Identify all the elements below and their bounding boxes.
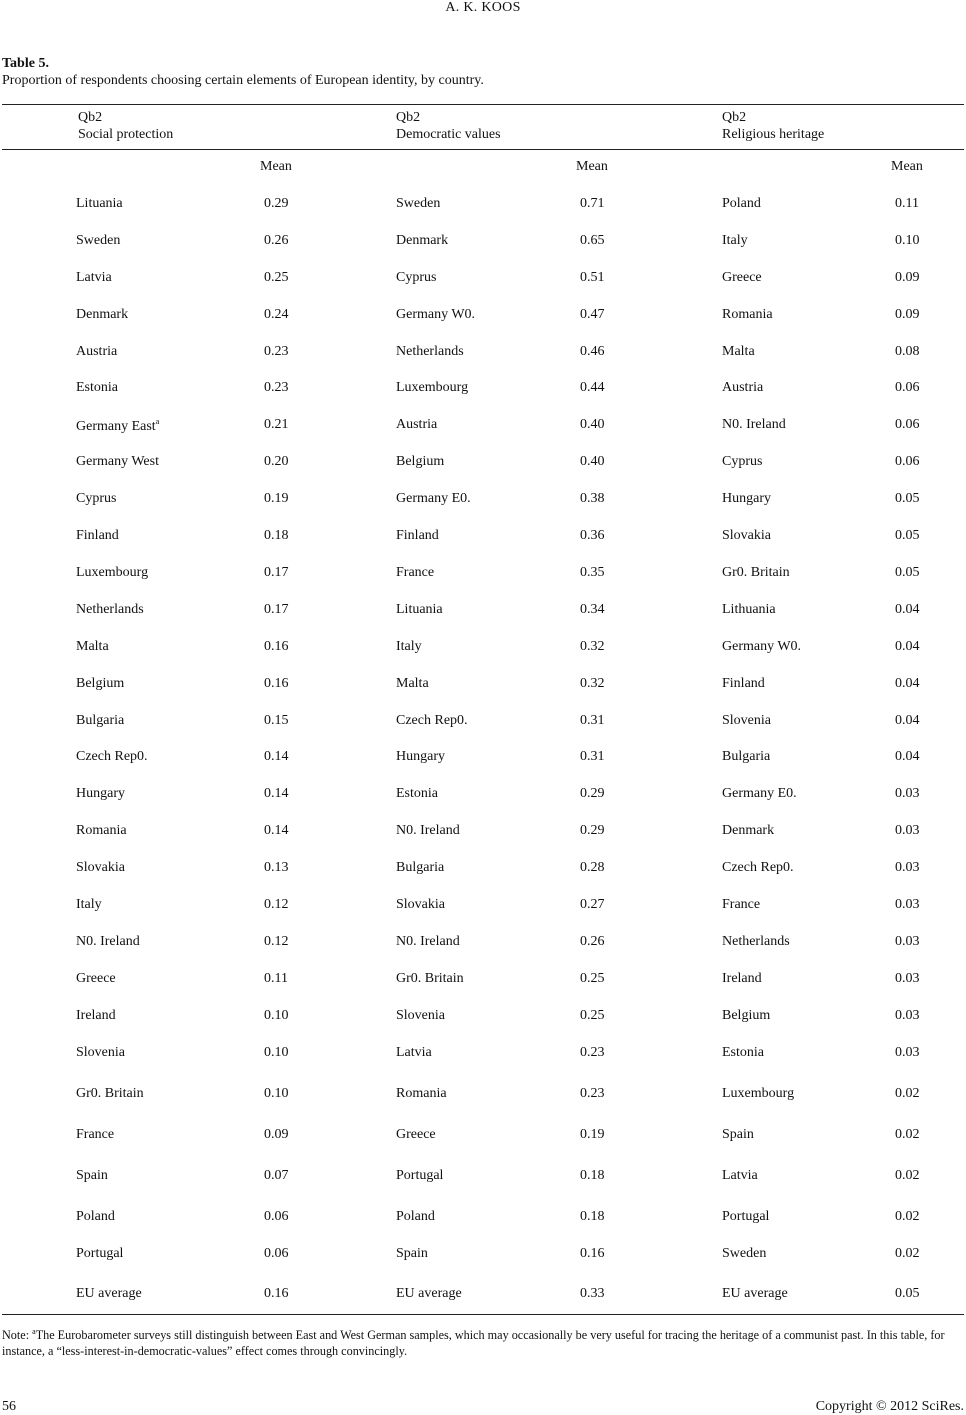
country-cell: Germany East$^a$ bbox=[76, 417, 160, 434]
mean-cell: 0.34 bbox=[580, 602, 605, 617]
mean-cell: 0.29 bbox=[580, 786, 605, 801]
country-cell: Germany E0. bbox=[722, 786, 797, 801]
mean-cell: 0.36 bbox=[580, 528, 605, 543]
mean-cell: 0.44 bbox=[580, 380, 605, 395]
mean-cell: 0.04 bbox=[895, 676, 920, 691]
country-cell: Finland bbox=[722, 676, 765, 691]
mean-cell: 0.09 bbox=[895, 307, 920, 322]
country-cell: Gr0. Britain bbox=[722, 565, 790, 580]
mean-cell: 0.02 bbox=[895, 1209, 920, 1224]
country-cell: Greece bbox=[396, 1127, 436, 1142]
mean-cell: 0.10 bbox=[264, 1086, 289, 1101]
mean-cell: 0.25 bbox=[580, 971, 605, 986]
country-cell: Cyprus bbox=[396, 270, 437, 285]
country-cell: Czech Rep0. bbox=[722, 860, 794, 875]
country-cell: Netherlands bbox=[76, 602, 144, 617]
country-cell: N0. Ireland bbox=[396, 823, 460, 838]
mean-cell: 0.17 bbox=[264, 602, 289, 617]
mean-cell: 0.02 bbox=[895, 1168, 920, 1183]
group-code: Qb2 bbox=[396, 110, 421, 125]
mean-cell: 0.03 bbox=[895, 1008, 920, 1023]
mean-cell: 0.18 bbox=[580, 1168, 605, 1183]
mean-cell: 0.03 bbox=[895, 860, 920, 875]
mean-cell: 0.23 bbox=[580, 1045, 605, 1060]
country-cell: Malta bbox=[722, 344, 755, 359]
mean-cell: 0.11 bbox=[895, 196, 919, 211]
mean-cell: 0.23 bbox=[580, 1086, 605, 1101]
mean-label-2: Mean bbox=[576, 159, 608, 174]
table-label: Table 5. bbox=[2, 56, 49, 71]
country-cell: Luxembourg bbox=[396, 380, 469, 395]
country-cell: Bulgaria bbox=[396, 860, 445, 875]
country-cell: Portugal bbox=[396, 1168, 444, 1183]
country-cell: Spain bbox=[396, 1246, 428, 1261]
mean-cell: 0.35 bbox=[580, 565, 605, 580]
mean-cell: 0.28 bbox=[580, 860, 605, 875]
country-cell: Czech Rep0. bbox=[396, 713, 468, 728]
mean-cell: 0.47 bbox=[580, 307, 605, 322]
mean-cell: 0.09 bbox=[264, 1127, 289, 1142]
mean-label-3: Mean bbox=[891, 159, 923, 174]
country-cell: Latvia bbox=[76, 270, 112, 285]
mean-cell: 0.40 bbox=[580, 454, 605, 469]
country-cell: Romania bbox=[722, 307, 773, 322]
country-cell: N0. Ireland bbox=[722, 417, 786, 432]
country-cell: Belgium bbox=[722, 1008, 771, 1023]
mean-cell: 0.16 bbox=[264, 676, 289, 691]
country-cell: Finland bbox=[76, 528, 119, 543]
country-cell: Portugal bbox=[722, 1209, 770, 1224]
mean-cell: 0.33 bbox=[580, 1286, 605, 1301]
mean-cell: 0.26 bbox=[264, 233, 289, 248]
country-cell: Germany W0. bbox=[722, 639, 802, 654]
country-cell: Belgium bbox=[76, 676, 125, 691]
country-cell: N0. Ireland bbox=[396, 934, 460, 949]
mean-cell: 0.31 bbox=[580, 749, 605, 764]
country-cell: Slovakia bbox=[396, 897, 445, 912]
mean-cell: 0.29 bbox=[264, 196, 289, 211]
mean-cell: 0.71 bbox=[580, 196, 605, 211]
mean-cell: 0.06 bbox=[895, 454, 920, 469]
country-cell: Czech Rep0. bbox=[76, 749, 148, 764]
group-header-social-protection bbox=[78, 109, 173, 143]
mean-cell: 0.03 bbox=[895, 934, 920, 949]
country-cell: Hungary bbox=[76, 786, 125, 801]
mean-cell: 0.19 bbox=[264, 491, 289, 506]
mean-cell: 0.32 bbox=[580, 639, 605, 654]
country-cell: Greece bbox=[722, 270, 762, 285]
country-cell: Italy bbox=[76, 897, 102, 912]
country-cell: Malta bbox=[396, 676, 429, 691]
country-cell: Hungary bbox=[722, 491, 771, 506]
country-cell: EU average bbox=[722, 1286, 788, 1301]
table-note bbox=[2, 1324, 966, 1359]
country-cell: Romania bbox=[396, 1086, 447, 1101]
country-cell: Bulgaria bbox=[76, 713, 125, 728]
country-cell: Lithuania bbox=[722, 602, 776, 617]
mean-cell: 0.16 bbox=[580, 1246, 605, 1261]
mean-cell: 0.32 bbox=[580, 676, 605, 691]
mean-cell: 0.17 bbox=[264, 565, 289, 580]
country-cell: Spain bbox=[76, 1168, 108, 1183]
note-prefix: Note: bbox=[2, 1328, 33, 1342]
mean-cell: 0.23 bbox=[264, 380, 289, 395]
mean-cell: 0.02 bbox=[895, 1086, 920, 1101]
group-code: Qb2 bbox=[722, 110, 747, 125]
country-cell: Portugal bbox=[76, 1246, 124, 1261]
country-cell: Slovakia bbox=[76, 860, 125, 875]
mean-cell: 0.46 bbox=[580, 344, 605, 359]
mean-cell: 0.18 bbox=[580, 1209, 605, 1224]
group-code: Qb2 bbox=[78, 110, 103, 125]
country-cell: Germany West bbox=[76, 454, 159, 469]
country-cell: Ireland bbox=[76, 1008, 116, 1023]
country-cell: N0. Ireland bbox=[76, 934, 140, 949]
top-rule bbox=[2, 104, 964, 105]
country-cell: EU average bbox=[396, 1286, 462, 1301]
mean-cell: 0.04 bbox=[895, 749, 920, 764]
country-cell: Greece bbox=[76, 971, 116, 986]
mean-cell: 0.15 bbox=[264, 713, 289, 728]
country-cell: Slovenia bbox=[722, 713, 771, 728]
country-cell: Finland bbox=[396, 528, 439, 543]
country-cell: Lituania bbox=[76, 196, 123, 211]
country-cell: Estonia bbox=[722, 1045, 764, 1060]
country-cell: Slovenia bbox=[76, 1045, 125, 1060]
country-cell: Denmark bbox=[76, 307, 129, 322]
country-cell: Poland bbox=[722, 196, 761, 211]
mean-cell: 0.04 bbox=[895, 639, 920, 654]
country-cell: Luxembourg bbox=[76, 565, 149, 580]
country-cell: Ireland bbox=[722, 971, 762, 986]
mean-cell: 0.06 bbox=[895, 417, 920, 432]
table-caption: Proportion of respondents choosing certain elements of European identity, by country. bbox=[2, 73, 484, 88]
country-cell: Netherlands bbox=[722, 934, 790, 949]
mean-cell: 0.07 bbox=[264, 1168, 289, 1183]
country-cell: Slovakia bbox=[722, 528, 771, 543]
country-cell: France bbox=[396, 565, 435, 580]
mean-cell: 0.12 bbox=[264, 934, 289, 949]
country-cell: Austria bbox=[76, 344, 118, 359]
mean-cell: 0.14 bbox=[264, 823, 289, 838]
mean-cell: 0.16 bbox=[264, 639, 289, 654]
mean-cell: 0.12 bbox=[264, 897, 289, 912]
country-cell: Belgium bbox=[396, 454, 445, 469]
mean-cell: 0.10 bbox=[264, 1008, 289, 1023]
country-cell: France bbox=[76, 1127, 115, 1142]
mean-cell: 0.05 bbox=[895, 491, 920, 506]
country-cell: Germany E0. bbox=[396, 491, 471, 506]
mean-cell: 0.13 bbox=[264, 860, 289, 875]
group-title: Democratic values bbox=[396, 127, 501, 142]
country-cell: Gr0. Britain bbox=[396, 971, 464, 986]
mean-cell: 0.03 bbox=[895, 823, 920, 838]
country-cell: Italy bbox=[396, 639, 422, 654]
country-cell: Hungary bbox=[396, 749, 445, 764]
bottom-rule bbox=[2, 1314, 964, 1315]
country-cell: Estonia bbox=[76, 380, 118, 395]
country-cell: Bulgaria bbox=[722, 749, 771, 764]
mean-cell: 0.04 bbox=[895, 602, 920, 617]
mean-cell: 0.24 bbox=[264, 307, 289, 322]
note-text: The Eurobarometer surveys still distinguish between East and West German samples, which may occasionally be very useful for tracing the heritage of a communist past. In this table, for instance, a “less-interest-in-democratic-values” effect comes through convincingly. bbox=[2, 1328, 945, 1358]
group-title: Religious heritage bbox=[722, 127, 825, 142]
country-cell: Gr0. Britain bbox=[76, 1086, 144, 1101]
mean-cell: 0.02 bbox=[895, 1246, 920, 1261]
country-cell: Lituania bbox=[396, 602, 443, 617]
note-superscript: a bbox=[32, 1327, 36, 1336]
country-cell: Sweden bbox=[396, 196, 441, 211]
mean-cell: 0.26 bbox=[580, 934, 605, 949]
mean-cell: 0.25 bbox=[580, 1008, 605, 1023]
mean-cell: 0.18 bbox=[264, 528, 289, 543]
country-cell: EU average bbox=[76, 1286, 142, 1301]
mean-cell: 0.16 bbox=[264, 1286, 289, 1301]
mean-cell: 0.21 bbox=[264, 417, 289, 432]
mean-cell: 0.27 bbox=[580, 897, 605, 912]
mean-cell: 0.06 bbox=[895, 380, 920, 395]
running-head: A. K. KOOS bbox=[445, 0, 521, 15]
mean-cell: 0.20 bbox=[264, 454, 289, 469]
mean-cell: 0.06 bbox=[264, 1246, 289, 1261]
mean-label-1: Mean bbox=[260, 159, 292, 174]
mean-cell: 0.40 bbox=[580, 417, 605, 432]
mean-cell: 0.05 bbox=[895, 528, 920, 543]
mean-cell: 0.10 bbox=[264, 1045, 289, 1060]
mean-cell: 0.25 bbox=[264, 270, 289, 285]
country-cell: Austria bbox=[396, 417, 438, 432]
mean-cell: 0.04 bbox=[895, 713, 920, 728]
mean-cell: 0.03 bbox=[895, 1045, 920, 1060]
country-cell: Cyprus bbox=[722, 454, 763, 469]
country-cell: Netherlands bbox=[396, 344, 464, 359]
mean-cell: 0.02 bbox=[895, 1127, 920, 1142]
mean-cell: 0.38 bbox=[580, 491, 605, 506]
country-cell: Estonia bbox=[396, 786, 438, 801]
mean-cell: 0.11 bbox=[264, 971, 288, 986]
country-cell: Denmark bbox=[722, 823, 775, 838]
copyright: Copyright © 2012 SciRes. bbox=[815, 1399, 964, 1414]
country-cell: Germany W0. bbox=[396, 307, 476, 322]
country-cell: Slovenia bbox=[396, 1008, 445, 1023]
mean-cell: 0.23 bbox=[264, 344, 289, 359]
country-cell: Austria bbox=[722, 380, 764, 395]
mean-cell: 0.08 bbox=[895, 344, 920, 359]
mean-cell: 0.09 bbox=[895, 270, 920, 285]
mean-cell: 0.29 bbox=[580, 823, 605, 838]
mean-cell: 0.10 bbox=[895, 233, 920, 248]
mean-cell: 0.03 bbox=[895, 786, 920, 801]
country-cell: Latvia bbox=[396, 1045, 432, 1060]
mean-cell: 0.05 bbox=[895, 565, 920, 580]
country-cell: Spain bbox=[722, 1127, 754, 1142]
mean-cell: 0.14 bbox=[264, 786, 289, 801]
country-cell: France bbox=[722, 897, 761, 912]
country-cell: Sweden bbox=[76, 233, 121, 248]
mean-cell: 0.05 bbox=[895, 1286, 920, 1301]
country-cell: Sweden bbox=[722, 1246, 767, 1261]
country-cell: Malta bbox=[76, 639, 109, 654]
mean-cell: 0.31 bbox=[580, 713, 605, 728]
page-number: 56 bbox=[2, 1399, 16, 1414]
group-header-democratic-values bbox=[396, 109, 501, 143]
country-cell: Denmark bbox=[396, 233, 449, 248]
country-cell: Romania bbox=[76, 823, 127, 838]
country-cell: Italy bbox=[722, 233, 748, 248]
mean-cell: 0.51 bbox=[580, 270, 605, 285]
mean-cell: 0.14 bbox=[264, 749, 289, 764]
group-header-religious-heritage bbox=[722, 109, 824, 143]
mean-cell: 0.03 bbox=[895, 897, 920, 912]
group-title: Social protection bbox=[78, 127, 174, 142]
mean-cell: 0.65 bbox=[580, 233, 605, 248]
country-cell: Latvia bbox=[722, 1168, 758, 1183]
country-cell: Poland bbox=[76, 1209, 115, 1224]
country-cell: Cyprus bbox=[76, 491, 117, 506]
mean-cell: 0.06 bbox=[264, 1209, 289, 1224]
header-rule bbox=[2, 149, 964, 150]
footnote-marker: a bbox=[155, 417, 160, 426]
mean-cell: 0.03 bbox=[895, 971, 920, 986]
mean-cell: 0.19 bbox=[580, 1127, 605, 1142]
country-cell: Luxembourg bbox=[722, 1086, 795, 1101]
country-cell: Poland bbox=[396, 1209, 435, 1224]
